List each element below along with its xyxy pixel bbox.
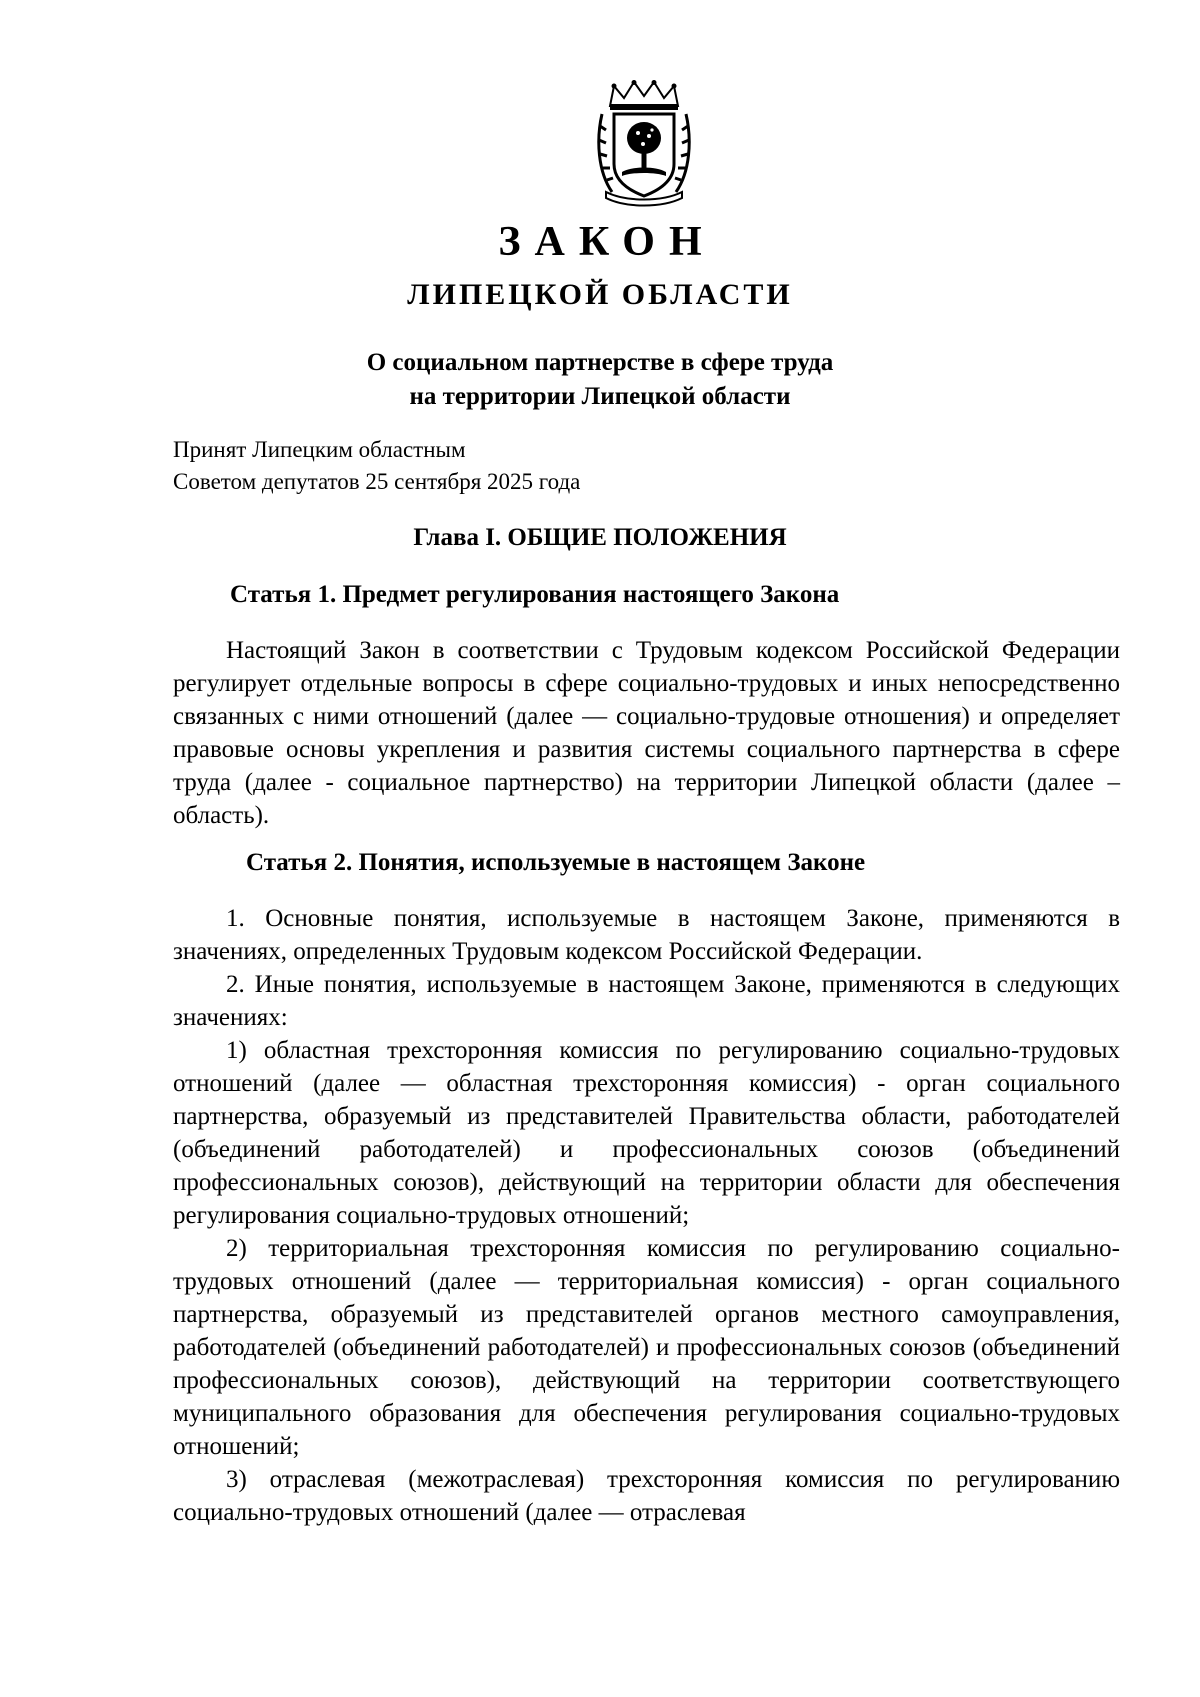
article-1-title: Статья 1. Предмет регулирования настоящего Закона [230,581,840,608]
law-title: ЗАКОН [498,219,716,265]
region-title: ЛИПЕЦКОЙ ОБЛАСТИ [407,278,793,311]
law-subject-line-1: О социальном партнерстве в сфере труда [366,349,834,376]
article-2-point-1: 1. Основные понятия, используемые в настоящем Законе, применяются в значениях, определенных Трудовым кодексом Российской Федерации. [173,905,1120,965]
law-subject-line-2: на территории Липецкой области [409,383,791,410]
adoption-note [173,434,873,498]
article-2-title: Статья 2. Понятия, используемые в настоящем Законе [246,849,866,876]
article-2-point-2: 2. Иные понятия, используемые в настоящем Законе, применяются в следующих значениях: [173,971,1120,1031]
article-2-body [173,902,1120,1529]
law-subject [0,346,1200,414]
lipetsk-coat-of-arms-icon [596,80,692,208]
article-2-item-1: 1) областная трехсторонняя комиссия по регулированию социально-трудовых отношений (далее — областная трехсторонняя комиссия) - орган социального партнерства, образуемый из представителей Правительства области, работодателей (объединений работодателей) и профессиональных союзов (объединений профессиональных союзов), действующий на территории области для обеспечения регулирования социально-трудовых отношений; [173,1037,1120,1229]
adoption-note-line-1: Принят Липецким областным [173,437,466,462]
article-2-item-2: 2) территориальная трехсторонняя комиссия по регулированию социально-трудовых отношений (далее — территориальная комиссия) - орган социального партнерства, образуемый из представителей органов местного самоуправления, работодателей (объединений работодателей) и профессиональных союзов (объединений профессиональных союзов), действующий на территории соответствующего муниципального образования для обеспечения регулирования социально-трудовых отношений; [173,1235,1120,1460]
adoption-note-line-2: Советом депутатов 25 сентября 2025 года [173,469,581,494]
article-2-item-3: 3) отраслевая (межотраслевая) трехсторонняя комиссия по регулированию социально-трудовых отношений (далее — отраслевая [173,1466,1120,1526]
article-1-paragraph: Настоящий Закон в соответствии с Трудовым кодексом Российской Федерации регулирует отдельные вопросы в сфере социально-трудовых и иных непосредственно связанных с ними отношений (далее — социально-трудовые отношения) и определяет правовые основы укрепления и развития системы социального партнерства в сфере труда (далее - социальное партнерство) на территории Липецкой области (далее – область). [173,637,1120,829]
chapter-title: Глава I. ОБЩИЕ ПОЛОЖЕНИЯ [413,524,787,551]
article-1-body [173,634,1120,832]
